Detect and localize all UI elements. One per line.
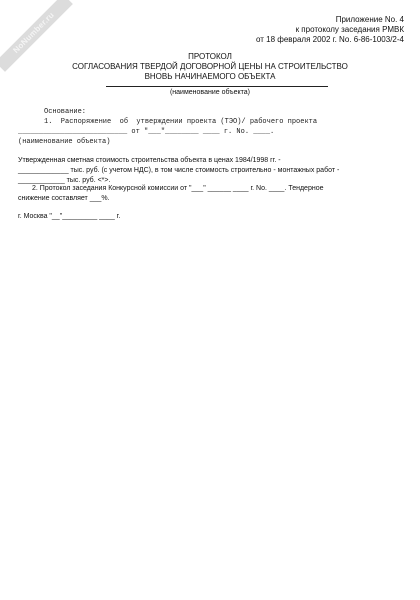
watermark-ribbon: NoNumber.ru	[0, 0, 73, 72]
basis-item-1-line-2: __________________________ от "___"________ ____ г. No. ____.	[18, 128, 275, 136]
appendix-reference: к протоколу заседания РМВК	[295, 25, 404, 34]
estimate-line-1: Утвержденная сметная стоимость строительства объекта в ценах 1984/1998 гг. -	[18, 157, 281, 164]
estimate-paragraph	[18, 156, 404, 186]
object-name-line	[106, 86, 328, 87]
title-line-2: СОГЛАСОВАНИЯ ТВЕРДОЙ ДОГОВОРНОЙ ЦЕНЫ НА СТРОИТЕЛЬСТВО	[72, 62, 348, 71]
protocol-title	[0, 52, 420, 82]
title-line-3: ВНОВЬ НАЧИНАЕМОГО ОБЪЕКТА	[144, 72, 276, 81]
appendix-header	[256, 15, 404, 45]
place-date-line: г. Москва "__"_________ ____ г.	[18, 213, 121, 220]
estimate-line-2: _____________ тыс. руб. (с учетом НДС), в том числе стоимость строительно - монтажных работ -	[18, 167, 340, 174]
appendix-number: Приложение No. 4	[335, 15, 404, 24]
commission-line-1: 2. Протокол заседания Конкурсной комиссии от "___" ______ ____ г. No. ____. Тендерное	[32, 185, 324, 192]
title-line-1: ПРОТОКОЛ	[188, 52, 232, 61]
object-name-caption: (наименование объекта)	[169, 89, 251, 96]
basis-item-1-line-1: 1. Распоряжение об утверждении проекта (ТЭО)/ рабочего проекта	[44, 118, 318, 126]
basis-item-1-caption: (наименование объекта)	[18, 138, 111, 146]
commission-line-2: снижение составляет ___%.	[18, 195, 110, 202]
appendix-date: от 18 февраля 2002 г. No. 6-86-1003/2-4	[255, 35, 404, 44]
commission-paragraph	[18, 184, 404, 204]
basis-heading: Основание:	[44, 108, 87, 116]
estimate-line-3: ____________ тыс. руб. <*>.	[18, 177, 111, 184]
